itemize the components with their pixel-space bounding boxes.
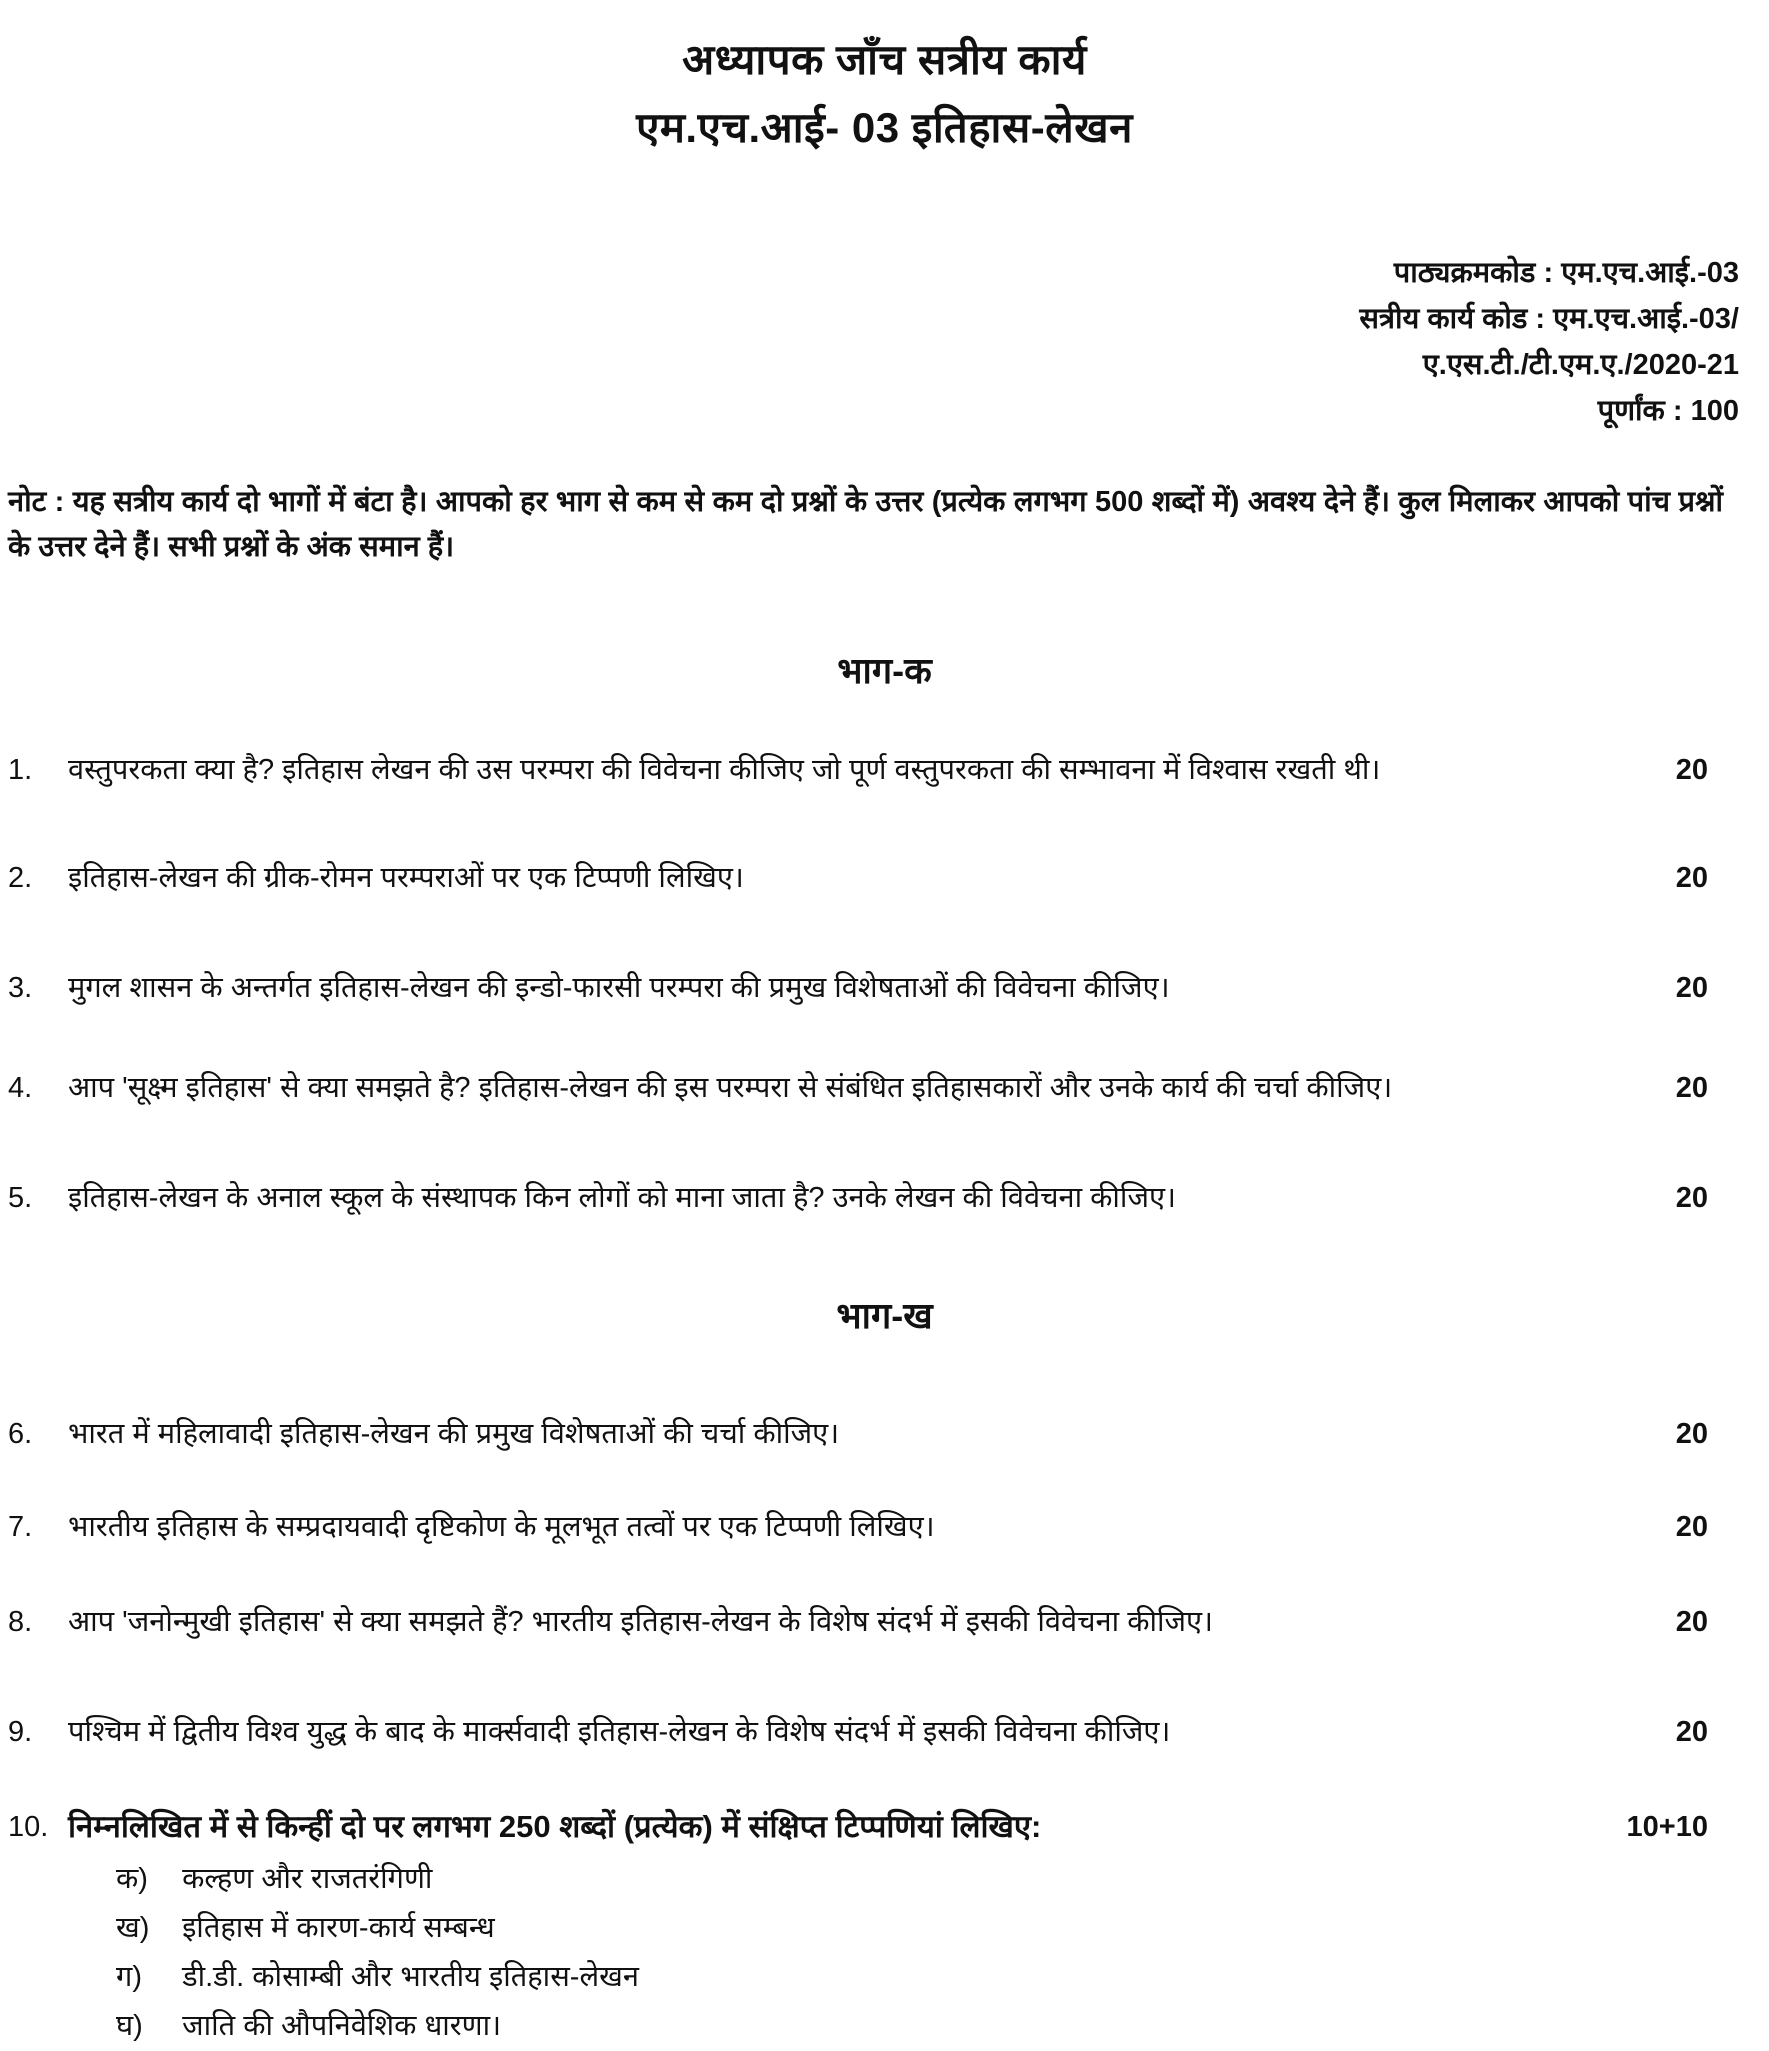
sub-question-text: जाति की औपनिवेशिक धारणा। [182,2010,502,2042]
question-row [8,1412,1728,1456]
question-text: मुगल शासन के अन्तर्गत इतिहास-लेखन की इन्डो-फारसी परम्परा की प्रमुख विशेषताओं की विवेचना कीजिए। [68,972,1170,1004]
question-marks: 10+10 [1626,1811,1708,1843]
question-marks: 20 [1675,754,1708,786]
list-item [116,1855,639,1904]
question-text: वस्तुपरकता क्या है? इतिहास लेखन की उस परम्परा की विवेचना कीजिए जो पूर्ण वस्तुपरकता की सम्भावना में विश्वास रखती थी। [68,754,1381,786]
course-title: एम.एच.आई- 03 इतिहास-लेखन [636,104,1133,151]
course-code: पाठ्यक्रमकोड : एम.एच.आई.-03 [1393,257,1739,289]
question-number: 1. [8,754,33,786]
question-row [8,1066,1728,1110]
question-text: भारतीय इतिहास के सम्प्रदायवादी दृष्टिकोण के मूलभूत तत्वों पर एक टिप्पणी लिखिए। [68,1511,935,1543]
question-marks: 20 [1675,1072,1708,1104]
list-item [116,2002,639,2051]
instructions-note: नोट : यह सत्रीय कार्य दो भागों में बंटा है। आपको हर भाग से कम से कम दो प्रश्नों के उत्तर (प्रत्येक लगभग 500 शब्दों में) अवश्य देने हैं। कुल मिलाकर आपको पांच प्रश्नों के उत्तर देने हैं। सभी प्रश्नों के अंक समान हैं। [8,486,1723,563]
question-marks: 20 [1675,1182,1708,1214]
question-number: 7. [8,1511,33,1543]
question-number: 9. [8,1716,33,1748]
question-marks: 20 [1675,1606,1708,1638]
sub-question-text: इतिहास में कारण-कार्य सम्बन्ध [182,1912,495,1944]
question-marks: 20 [1675,1418,1708,1450]
sub-question-label: घ) [116,2010,143,2042]
question-text: निम्नलिखित में से किन्हीं दो पर लगभग 250 शब्दों (प्रत्येक) में संक्षिप्त टिप्पणियां लिखिए: [68,1809,1042,1844]
list-item [116,1953,639,2002]
question-row [8,1805,1728,1849]
question-row [8,966,1728,1010]
question-text: भारत में महिलावादी इतिहास-लेखन की प्रमुख विशेषताओं की चर्चा कीजिए। [68,1418,840,1450]
page-title: अध्यापक जाँच सत्रीय कार्य [682,36,1087,83]
sub-question-label: ग) [116,1961,142,1993]
question-number: 6. [8,1418,33,1450]
question-row [8,1710,1728,1754]
question-number: 8. [8,1606,33,1638]
course-meta-block [1359,250,1739,434]
sub-question-list [116,1855,639,2051]
sub-question-text: डी.डी. कोसाम्बी और भारतीय इतिहास-लेखन [182,1961,639,1993]
assignment-code-line2: ए.एस.टी./टी.एम.ए./2020-21 [1422,349,1739,381]
question-text: इतिहास-लेखन के अनाल स्कूल के संस्थापक किन लोगों को माना जाता है? उनके लेखन की विवेचना कीजिए। [68,1182,1176,1214]
sub-question-label: ख) [116,1912,150,1944]
question-marks: 20 [1675,1716,1708,1748]
question-row [8,1505,1728,1549]
question-marks: 20 [1675,1511,1708,1543]
question-row [8,856,1728,900]
question-number: 5. [8,1182,33,1214]
max-marks: पूर्णांक : 100 [1597,395,1739,427]
question-marks: 20 [1675,972,1708,1004]
question-number: 4. [8,1072,33,1104]
question-number: 3. [8,972,33,1004]
question-text: इतिहास-लेखन की ग्रीक-रोमन परम्पराओं पर एक टिप्पणी लिखिए। [68,862,744,894]
question-row [8,1176,1728,1220]
question-number: 10. [8,1811,49,1843]
question-text: पश्चिम में द्वितीय विश्व युद्ध के बाद के मार्क्सवादी इतिहास-लेखन के विशेष संदर्भ में इसकी विवेचना कीजिए। [68,1716,1171,1748]
sub-question-text: कल्हण और राजतरंगिणी [182,1863,433,1895]
section-heading-a: भाग-क [837,650,932,691]
question-row [8,748,1728,792]
assignment-code-line1: सत्रीय कार्य कोड : एम.एच.आई.-03/ [1359,303,1739,335]
question-text: आप 'जनोन्मुखी इतिहास' से क्या समझते हैं? भारतीय इतिहास-लेखन के विशेष संदर्भ में इसकी विवेचना कीजिए। [68,1606,1214,1638]
section-heading-b: भाग-ख [836,1295,933,1336]
question-marks: 20 [1675,862,1708,894]
question-number: 2. [8,862,33,894]
sub-question-label: क) [116,1863,148,1895]
question-text: आप 'सूक्ष्म इतिहास' से क्या समझते है? इतिहास-लेखन की इस परम्परा से संबंधित इतिहासकारों और उनके कार्य की चर्चा कीजिए। [68,1072,1393,1104]
question-row [8,1600,1728,1644]
list-item [116,1904,639,1953]
